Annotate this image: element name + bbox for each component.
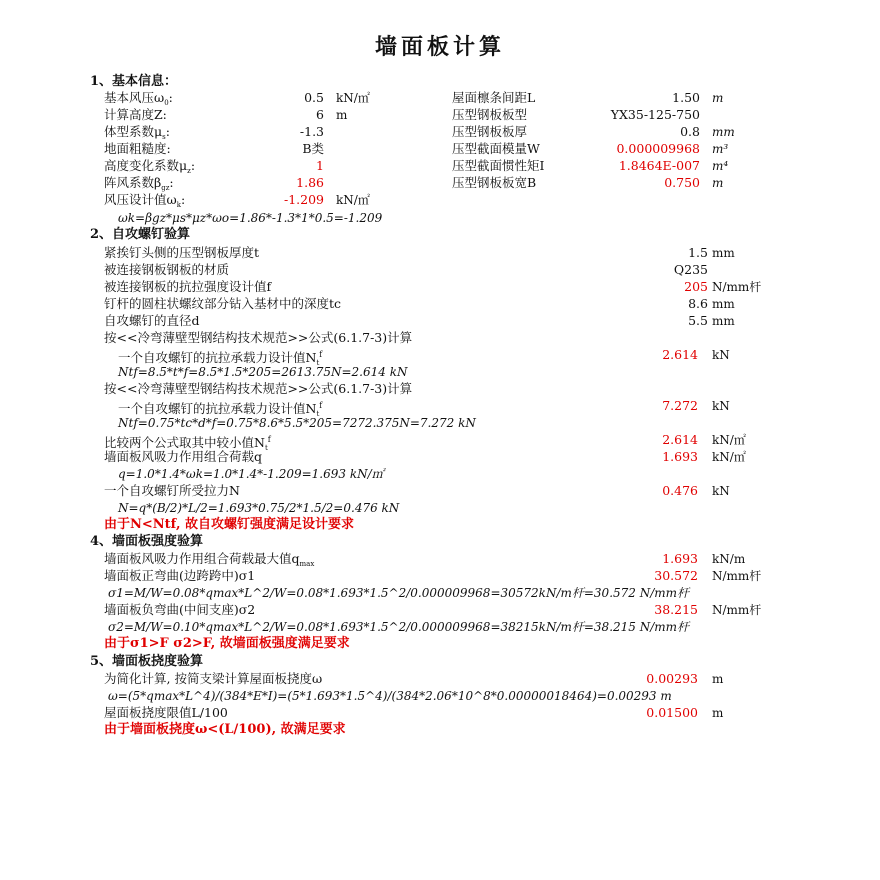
label-suffix: : — [168, 90, 173, 105]
basic-info-value: YX35-125-750 — [610, 107, 700, 122]
sigma2-formula: σ2=M/W=0.10*qmax*L^2/W=0.08*1.693*1.5^2/0.000009968=38215kN/m杆=38.215 N/mm杆 — [108, 620, 690, 634]
basic-info-label: 计算高度Z: — [104, 107, 167, 122]
section2-heading: 2、自攻螺钉验算 — [90, 227, 191, 242]
screw-param-unit: mm — [712, 297, 735, 311]
screw-conclusion: 由于N<Ntf, 故自攻螺钉强度满足设计要求 — [104, 517, 355, 532]
n-label: 一个自攻螺钉所受拉力N — [104, 483, 240, 498]
screw-param-unit: mm — [712, 246, 735, 260]
basic-info-unit: mm — [712, 125, 735, 139]
sigma1-label: 墙面板正弯曲(边跨跨中)σ1 — [104, 568, 256, 583]
deflection-label: 为简化计算, 按简支梁计算屋面板挠度ω — [104, 671, 323, 686]
label-subscript: z — [187, 167, 191, 175]
cap2-formula: Ntf=0.75*tc*d*f=0.75*8.6*5.5*205=7272.375N=7.272 kN — [118, 416, 476, 430]
n-formula: N=q*(B/2)*L/2=1.693*0.75/2*1.5/2=0.476 kN — [118, 501, 400, 515]
spec2-text: 按<<冷弯薄壁型钢结构技术规范>>公式(6.1.7-3)计算 — [104, 381, 413, 396]
sigma1-formula: σ1=M/W=0.08*qmax*L^2/W=0.08*1.693*1.5^2/0.000009968=30572kN/m杆=30.572 N/mm杆 — [108, 586, 690, 600]
n-unit: kN — [712, 484, 730, 498]
basic-info-value: 0.000009968 — [616, 141, 700, 156]
deflection-formula: ω=(5*qmax*L^4)/(384*E*I)=(5*1.693*1.5^4)/(384*2.06*10^8*0.00000018464)=0.00293 m — [108, 689, 672, 703]
label-text: 高度变化系数μ — [104, 158, 188, 173]
min-unit: kN/㎡ — [712, 433, 746, 447]
basic-info-value: 1 — [316, 158, 324, 173]
basic-info-label: 屋面檩条间距L — [452, 90, 536, 105]
screw-param-unit: N/mm杆 — [712, 280, 762, 294]
screw-param-label: 被连接钢板钢板的材质 — [104, 262, 230, 277]
q-label: 墙面板风吸力作用组合荷载q — [104, 449, 263, 464]
qmax-value: 1.693 — [662, 551, 698, 566]
basic-info-unit: kN/㎡ — [336, 91, 370, 105]
qmax-unit: kN/m — [712, 552, 746, 566]
q-value: 1.693 — [662, 449, 698, 464]
screw-param-value: 5.5 — [688, 313, 708, 328]
label-subscript: gz — [161, 184, 170, 192]
strength-conclusion: 由于σ1>F σ2>F, 故墙面板强度满足要求 — [104, 636, 350, 651]
label-suffix: : — [180, 192, 186, 207]
label-text: 风压设计值ω — [104, 192, 177, 207]
min-label: 比较两个公式取其中较小值$N_t^f$ — [104, 435, 271, 453]
screw-param-unit: mm — [712, 314, 735, 328]
wind-formula: ωk=βgz*μs*μz*ωo=1.86*-1.3*1*0.5=-1.209 — [118, 211, 383, 225]
basic-info-label: 地面粗糙度: — [104, 141, 171, 156]
label-suffix: : — [190, 158, 196, 173]
sigma1-value: 30.572 — [654, 568, 698, 583]
cap2-label: 一个自攻螺钉的抗拉承载力设计值$N_t^f$ — [118, 401, 323, 419]
basic-info-value: 0.5 — [304, 90, 324, 105]
basic-info-value: B类 — [302, 141, 324, 156]
cap1-value: 2.614 — [662, 347, 698, 362]
screw-param-label: 被连接钢板的抗拉强度设计值f — [104, 279, 272, 294]
deflection-conclusion: 由于墙面板挠度ω<(L/100), 故满足要求 — [104, 722, 346, 737]
limit-label: 屋面板挠度限值L/100 — [104, 705, 228, 720]
sigma2-unit: N/mm杆 — [712, 603, 762, 617]
limit-value: 0.01500 — [646, 705, 698, 720]
basic-info-value: 0.750 — [664, 175, 700, 190]
basic-info-unit: kN/㎡ — [336, 193, 370, 207]
page-title: 墙面板计算 — [374, 34, 505, 60]
sigma1-unit: N/mm杆 — [712, 569, 762, 583]
basic-info-value: 6 — [316, 107, 324, 122]
q-formula: q=1.0*1.4*ωk=1.0*1.4*-1.209=1.693 kN/㎡ — [118, 467, 384, 481]
screw-param-label: 自攻螺钉的直径d — [104, 313, 200, 328]
basic-info-unit: m³ — [712, 142, 729, 156]
cap2-unit: kN — [712, 399, 730, 413]
basic-info-value: -1.3 — [299, 124, 324, 139]
limit-unit: m — [712, 706, 724, 720]
cap1-label: 一个自攻螺钉的抗拉承载力设计值$N_t^f$ — [118, 350, 323, 368]
basic-info-value: 0.8 — [680, 124, 700, 139]
basic-info-label: 压型钢板板厚 — [452, 124, 528, 139]
label-suffix: : — [165, 124, 170, 139]
basic-info-value: -1.209 — [283, 192, 324, 207]
screw-param-label: 钉杆的圆柱状螺纹部分钻入基材中的深度tc — [104, 296, 342, 311]
basic-info-unit: m — [336, 108, 348, 122]
sigma2-value: 38.215 — [654, 602, 698, 617]
cap2-value: 7.272 — [662, 398, 698, 413]
min-value: 2.614 — [662, 432, 698, 447]
basic-info-unit: m — [712, 91, 724, 105]
label-text: 基本风压ω — [104, 90, 165, 105]
cap1-formula: Ntf=8.5*t*f=8.5*1.5*205=2613.75N=2.614 kN — [118, 365, 408, 379]
basic-info-unit: m⁴ — [712, 159, 729, 173]
label-subscript: k — [176, 201, 181, 209]
label-subscript: s — [162, 133, 166, 141]
q-unit: kN/㎡ — [712, 450, 746, 464]
basic-info-label: 压型钢板板型 — [452, 107, 528, 122]
screw-param-value: Q235 — [673, 262, 708, 277]
sigma2-label: 墙面板负弯曲(中间支座)σ2 — [104, 602, 256, 617]
section1-heading: 1、基本信息： — [90, 74, 178, 89]
basic-info-value: 1.86 — [296, 175, 324, 190]
screw-param-value: 205 — [684, 279, 708, 294]
n-value: 0.476 — [662, 483, 698, 498]
basic-info-label: 压型截面模量W — [452, 141, 540, 156]
basic-info-label: 压型钢板板宽B — [452, 175, 537, 190]
label-text: 体型系数μ — [104, 124, 163, 139]
deflection-unit: m — [712, 672, 724, 686]
label-subscript: 0 — [164, 99, 169, 107]
screw-param-value: 1.5 — [688, 245, 708, 260]
screw-param-label: 紧挨钉头侧的压型钢板厚度t — [104, 245, 260, 260]
screw-param-value: 8.6 — [688, 296, 708, 311]
section5-heading: 5、墙面板挠度验算 — [90, 654, 204, 669]
deflection-value: 0.00293 — [646, 671, 698, 686]
spec1-text: 按<<冷弯薄壁型钢结构技术规范>>公式(6.1.7-3)计算 — [104, 330, 413, 345]
qmax-label: 墙面板风吸力作用组合荷载最大值$q_{max}$ — [104, 551, 315, 568]
basic-info-label: 压型截面惯性矩I — [452, 158, 545, 173]
section4-heading: 4、墙面板强度验算 — [90, 534, 204, 549]
basic-info-value: 1.50 — [672, 90, 700, 105]
label-suffix: : — [169, 175, 174, 190]
label-text: 阵风系数β — [104, 175, 162, 190]
basic-info-value: 1.8464E-007 — [618, 158, 700, 173]
cap1-unit: kN — [712, 348, 730, 362]
basic-info-unit: m — [712, 176, 724, 190]
